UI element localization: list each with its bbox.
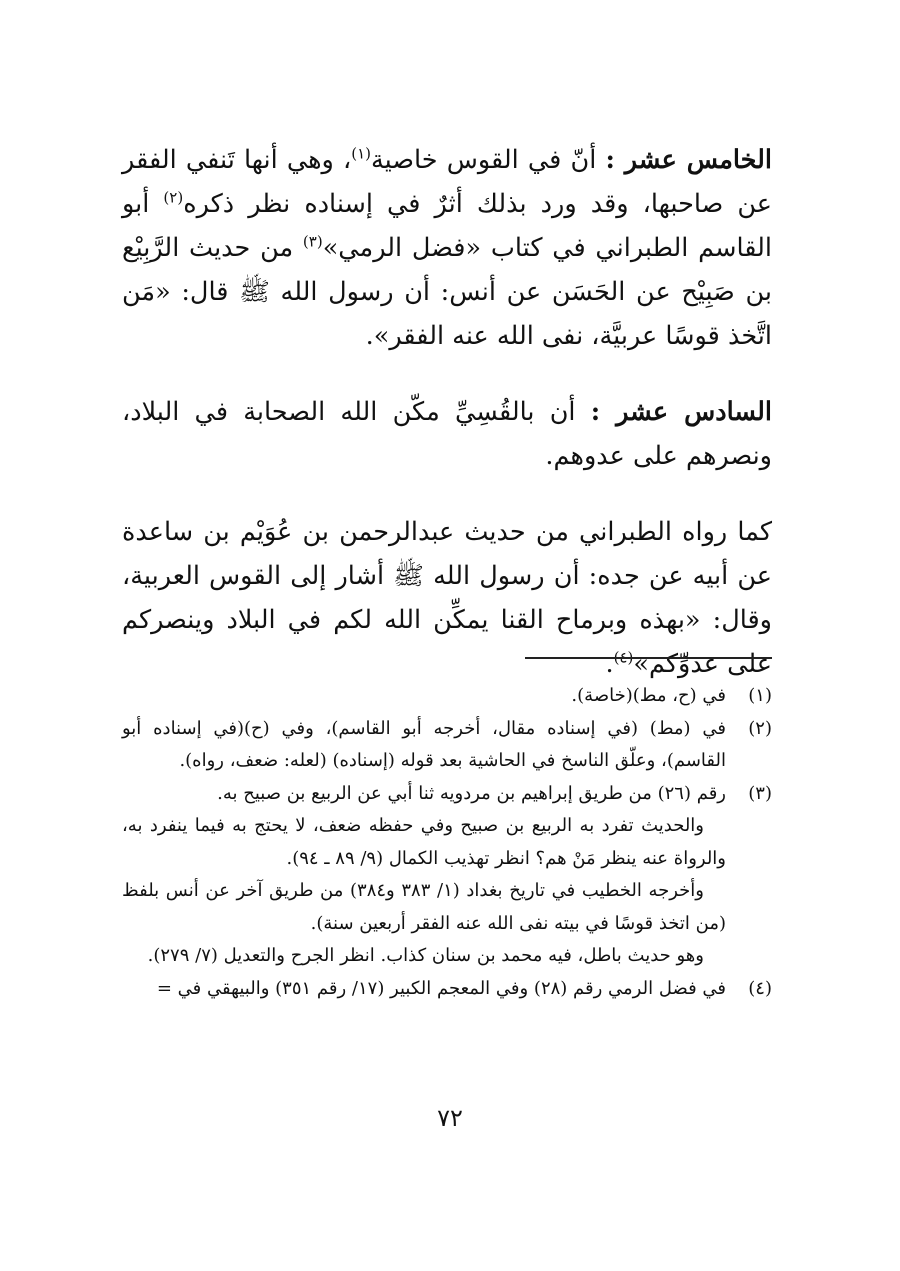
footnote-body	[122, 778, 726, 973]
footnote-2	[122, 713, 772, 778]
paragraph-text: أن بالقُسِيِّ مكّن الله الصحابة في البلاد، ونصرهم على عدوهم.	[122, 397, 772, 471]
paragraph-text: كما رواه الطبراني من حديث عبدالرحمن بن عُوَيْم بن ساعدة عن أبيه عن جده: أن رسول الله ﷺ أشار إلى القوس العربية، وقال: «بهذه وبرماح القنا يمكِّن الله لكم في البلاد وينصركم على عدوِّكم»	[122, 517, 772, 679]
footnote-separator	[525, 657, 772, 659]
footnotes	[122, 680, 772, 1005]
page-number: ٧٢	[437, 1104, 463, 1132]
footnote-line: في (مط) (في إسناده مقال، أخرجه أبو القاسم)، وفي (ح)(في إسناده أبو القاسم)، وعلّق الناسخ في الحاشية بعد قوله (إسناده) (لعله: ضعف، رواه).	[122, 717, 726, 771]
main-text	[122, 138, 772, 686]
footnote-ref: (١)	[351, 144, 371, 163]
footnote-line: في (ح، مط)(خاصة).	[571, 685, 726, 706]
paragraph-narration	[122, 510, 772, 686]
footnote-number: (٢)	[748, 717, 772, 739]
footnote-body	[122, 713, 726, 778]
paragraph-text: ، وهي أنها تَنفي الفقر عن صاحبها، وقد ورد بذلك أثرٌ في إسناده نظر ذكره	[122, 145, 772, 219]
paragraph-sixteenth	[122, 390, 772, 478]
paragraph-text: .	[605, 649, 614, 679]
footnote-line: رقم (٢٦) من طريق إبراهيم بن مردويه ثنا أبي عن الربيع بن صبيح به.	[217, 782, 726, 804]
footnote-line: في فضل الرمي رقم (٢٨) وفي المعجم الكبير (١٧/ رقم ٣٥١) والبيهقي في =	[156, 977, 726, 999]
footnote-body	[122, 973, 726, 1006]
footnote-line: وأخرجه الخطيب في تاريخ بغداد (١/ ٣٨٣ و٣٨٤) من طريق آخر عن أنس بلفظ (من اتخذ قوسًا في بيته نفى الله عنه الفقر أربعين سنة).	[122, 880, 726, 934]
footnote-ref: (٢)	[163, 188, 184, 207]
footnote-3	[122, 778, 772, 973]
paragraph-lead: الخامس عشر :	[605, 145, 772, 175]
paragraph-text: من حديث الرَّبِيْع بن صَبِيْح عن الحَسَن عن أنس: أن رسول الله ﷺ قال: «مَن اتَّخذ قوسًا عربيَّة، نفى الله عنه الفقر».	[122, 233, 772, 351]
footnote-line: وهو حديث باطل، فيه محمد بن سنان كذاب. انظر الجرح والتعديل (٧/ ٢٧٩).	[147, 945, 704, 966]
footnote-number: (١)	[748, 685, 772, 706]
footnote-number: (٤)	[748, 977, 772, 999]
footnote-number: (٣)	[748, 782, 772, 804]
footnote-ref: (٤)	[613, 648, 634, 667]
footnote-ref: (٣)	[302, 232, 323, 251]
footnote-1	[122, 680, 772, 713]
footnote-body	[122, 680, 726, 713]
paragraph-text: أبو القاسم الطبراني في كتاب «فضل الرمي»	[122, 189, 772, 263]
footnote-line: والحديث تفرد به الربيع بن صبيح وفي حفظه ضعف، لا يحتج به فيما ينفرد به، والرواة عنه ينظر مَنْ هم؟ انظر تهذيب الكمال (٩/ ٨٩ ـ ٩٤).	[122, 815, 726, 869]
footnote-4	[122, 973, 772, 1006]
paragraph-lead: السادس عشر :	[590, 397, 772, 427]
paragraph-text: أنّ في القوس خاصية	[371, 145, 606, 175]
paragraph-fifteenth	[122, 138, 772, 358]
